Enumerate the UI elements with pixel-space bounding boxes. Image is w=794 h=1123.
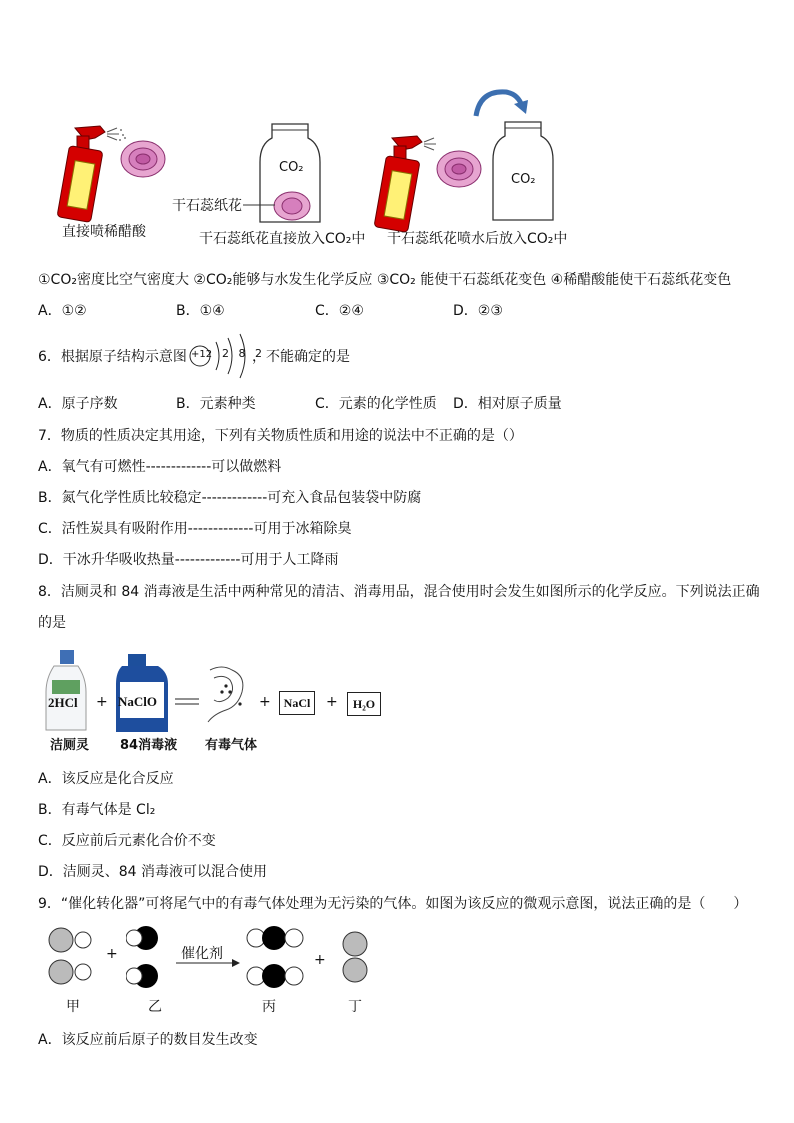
q7-option-a: A．氧气有可燃性-------------可以做燃料: [38, 459, 282, 475]
flower-icon: [272, 190, 312, 222]
label-ding: 丁: [348, 999, 362, 1015]
q5-option-c: C．②④: [315, 303, 364, 319]
q9-stem: 9．“催化转化器”可将尾气中的有毒气体处理为无污染的气体。如图为该反应的微观示意图，说法正确的是（ ）: [38, 896, 748, 912]
nacl-box: NaCl: [279, 691, 315, 715]
label-84-disinfectant: 84消毒液: [120, 738, 178, 753]
q8-option-a: A．该反应是化合反应: [38, 771, 174, 787]
toxic-gas-icon: [200, 664, 254, 726]
caption-jar-direct: 干石蕊纸花直接放入CO₂中: [199, 231, 366, 247]
jar1-gas-label: CO₂: [279, 160, 304, 175]
q8-option-c: C．反应前后元素化合价不变: [38, 833, 216, 849]
equals-sign: [175, 698, 199, 706]
q6-option-b: B．元素种类: [176, 396, 256, 412]
q8-stem-line2: 的是: [38, 615, 66, 631]
label-toxic-gas: 有毒气体: [205, 738, 258, 753]
molecule-jia: [46, 926, 102, 988]
molecule-ding: [340, 930, 370, 986]
plus-sign: +: [314, 952, 326, 968]
caption-jar-wet: 干石蕊纸花喷水后放入CO₂中: [387, 231, 568, 247]
q6-option-d: D．相对原子质量: [453, 396, 562, 412]
reaction-arrow: [176, 958, 240, 968]
q5-statements: ①CO₂密度比空气密度大 ②CO₂能够与水发生化学反应 ③CO₂ 能使干石蕊纸花变色 ④稀醋酸能使干石蕊纸花变色: [38, 272, 732, 288]
plus-sign: +: [259, 694, 271, 710]
label-toilet-cleaner: 洁厕灵: [50, 738, 90, 753]
pointer-line: [243, 203, 275, 207]
q7-option-c: C．活性炭具有吸附作用-------------可用于冰箱除臭: [38, 521, 352, 537]
molecule-bing: [244, 924, 308, 990]
disinfectant-bottle-icon: [114, 652, 170, 734]
flower-icon: [118, 138, 168, 180]
q7-option-b: B．氮气化学性质比较稳定-------------可充入食品包装袋中防腐: [38, 490, 422, 506]
q6-option-c: C．元素的化学性质: [315, 396, 437, 412]
molecule-yi: [126, 924, 166, 990]
q8-option-b: B．有毒气体是 Cl₂: [38, 802, 156, 818]
plus-sign: +: [326, 694, 338, 710]
q6-option-a: A．原子序数: [38, 396, 118, 412]
q5-option-d: D．②③: [453, 303, 503, 319]
atom-nucleus-charge: +12: [191, 349, 213, 360]
label-jia: 甲: [66, 999, 80, 1015]
q5-option-b: B．①④: [176, 303, 225, 319]
q6-stem-end: ，不能确定的是: [252, 349, 350, 365]
q5-option-a: A．①②: [38, 303, 87, 319]
naclo-formula: NaClO: [118, 694, 157, 709]
q9-option-a: A．该反应前后原子的数目发生改变: [38, 1032, 258, 1048]
dry-flower-label: 干石蕊纸花: [172, 198, 242, 214]
curved-arrow-icon: [470, 86, 530, 122]
flower-icon: [434, 148, 484, 190]
plus-sign: +: [96, 694, 108, 710]
hcl-formula: 2HCl: [48, 695, 78, 710]
q8-option-d: D．洁厕灵、84 消毒液可以混合使用: [38, 864, 268, 880]
atom-shell-electrons: 2 8 2: [222, 347, 265, 360]
q7-stem: 7．物质的性质决定其用途，下列有关物质性质和用途的说法中不正确的是（）: [38, 428, 523, 444]
q8-stem-line1: 8．洁厕灵和 84 消毒液是生活中两种常见的清洁、消毒用品，混合使用时会发生如图所示的化学反应。下列说法正确: [38, 584, 760, 600]
toilet-cleaner-bottle-icon: [44, 648, 88, 732]
water-box: H₂O: [347, 692, 381, 716]
q6-stem-start: 6．根据原子结构示意图: [38, 349, 187, 365]
plus-sign: +: [106, 946, 118, 962]
caption-spray-acid: 直接喷稀醋酸: [62, 224, 146, 240]
catalyst-label: 催化剂: [181, 946, 223, 962]
jar2-gas-label: CO₂: [511, 172, 536, 187]
label-yi: 乙: [148, 999, 162, 1015]
label-bing: 丙: [262, 999, 276, 1015]
q7-option-d: D．干冰升华吸收热量-------------可用于人工降雨: [38, 552, 339, 568]
